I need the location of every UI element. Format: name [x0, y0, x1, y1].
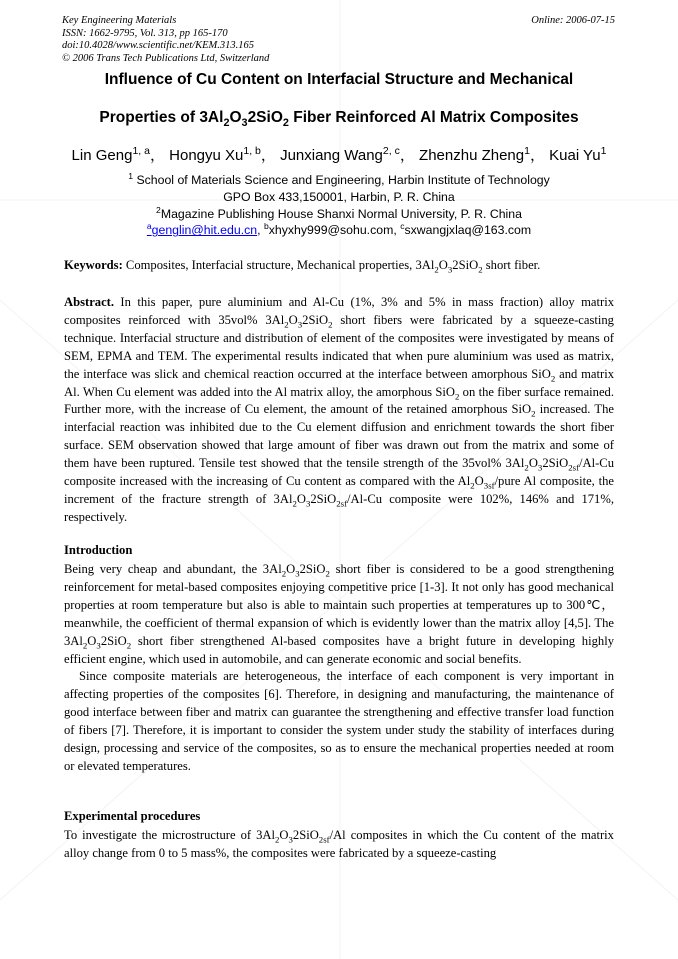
author: Hongyu Xu$^{1, b}$， [169, 145, 276, 164]
online-date: Online: 2006-07-15 [531, 15, 615, 26]
copyright-line: © 2006 Trans Tech Publications Ltd, Switzerland [62, 52, 270, 64]
experimental-body: To investigate the microstructure of $3Al_2O_32SiO_{2sf}/Al$ composites in which the Cu content of the matrix alloy change from 0 to 5 mass%, the composites were fabricated by a squeeze-casting [64, 828, 614, 860]
intro-paragraph-1: Being very cheap and abundant, the $3Al_2O_32SiO_2$ short fiber is considered to be a good strengthening reinforcement for metal-based composites enjoying competitive price [1-3]. It not only has good mechanical properties at room temperature but also is able to maintain such properties at temperatures up to 300℃，meanwhile, the coefficient of thermal expansion of which is evidently lower than the matrix alloy [4,5]. The $3Al_2O_32SiO_2$ short fiber strengthened Al-based composites have a bright future in developing highly efficient engine, which used in automobile, and can generate economic and social benefits. [64, 562, 615, 666]
author: Zhenzhu Zheng$^1$， [419, 145, 545, 164]
experimental-heading: Experimental procedures [64, 809, 201, 823]
issn-line: ISSN: 1662-9795, Vol. 313, pp 165-170 [62, 27, 228, 39]
author-list [30, 144, 648, 165]
email-b: xhyxhy999@sohu.com [268, 223, 394, 238]
keywords: Keywords: Composites, Interfacial structure, Mechanical properties, $3Al_2O_32SiO_2$ short fiber. [64, 258, 541, 275]
abstract: Abstract. In this paper, pure aluminium and Al-Cu (1%, 3% and 5% in mass fraction) alloy matrix composites reinforced with 35vol% $3Al_2O_32SiO_2$ short fibers were fabricated by a squeeze-casting technique. Interfacial structure and distribution of element of the composites were investigated by means of SEM, EPMA and TEM. The experimental results indicated that when pure aluminium was used as matrix, the interface was slick and chemical reaction occurred at the interface between amorphous SiO$_2$ and matrix Al. When Cu element was added into the Al matrix alloy, the amorphous SiO$_2$ on the fiber surface remained. Further more, with the increase of Cu element, the amount of the retained amorphous SiO$_2$ increased. The interfacial reaction was inhibited due to the Cu element diffusion and enrichment towards the short fiber surface. SEM observation showed that large amount of fiber was drawn out from the matrix and some of them have been ruptured. Tensile test showed that the tensile strength of the 35vol% $3Al_2O_32SiO_{2sf}/Al-Cu$ composite increased with the increasing of Cu content as compared with the $Al_2O_{3sf}$/pure Al composite, the increment of the fracture strength of $3Al_2O_32SiO_{2sf}/Al-Cu$ composite were 102%, 146% and 171%, respectively. [64, 295, 615, 524]
email-line: $^a$genglin@hit.edu.cn, $^b$xhyxhy999@sohu.com, $^c$sxwangjxlaq@163.com [146, 221, 532, 238]
affiliation-1: $^1$ School of Materials Science and Engineering, Harbin Institute of Technology [128, 170, 550, 187]
author: Lin Geng$^{1, a}$， [71, 145, 165, 164]
journal-meta [62, 15, 269, 65]
author: Kuai Yu$^1$ [549, 145, 607, 164]
journal-name: Key Engineering Materials [62, 15, 177, 26]
affiliations [40, 172, 638, 239]
abstract-label: Abstract. [64, 295, 115, 309]
affiliation-1-address: GPO Box 433,150001, Harbin, P. R. China [223, 189, 455, 204]
affiliation-2: $^2$Magazine Publishing House Shanxi Normal University, P. R. China [156, 204, 522, 221]
author: Junxiang Wang$^{2, c}$， [280, 145, 415, 164]
email-link-a[interactable]: $^a$genglin@hit.edu.cn [146, 221, 258, 238]
introduction-heading: Introduction [64, 543, 133, 557]
paper-title-line-1: Influence of Cu Content on Interfacial Structure and Mechanical [104, 71, 574, 88]
paper-title-line-2: Properties of $3Al_2O_32SiO_2$ Fiber Reinforced Al Matrix Composites [99, 109, 579, 130]
email-c: sxwangjxlaq@163.com [404, 223, 532, 238]
introduction-body [64, 561, 614, 776]
keywords-label: Keywords: [64, 258, 123, 272]
intro-paragraph-2: Since composite materials are heterogeneous, the interface of each component is very important in affecting properties of the composites [6]. Therefore, in designing and manufacturing, the maintenance of good interface between fiber and matrix can guarantee the strengthening and effective transfer load function of fibers [7]. Therefore, it is important to consider the system under study the stability of interfaces during design, processing and service of the composites, so as to ensure the mechanical properties needed at room or elevated temperatures. [64, 669, 614, 773]
doi-line: doi:10.4028/www.scientific.net/KEM.313.165 [62, 40, 254, 51]
